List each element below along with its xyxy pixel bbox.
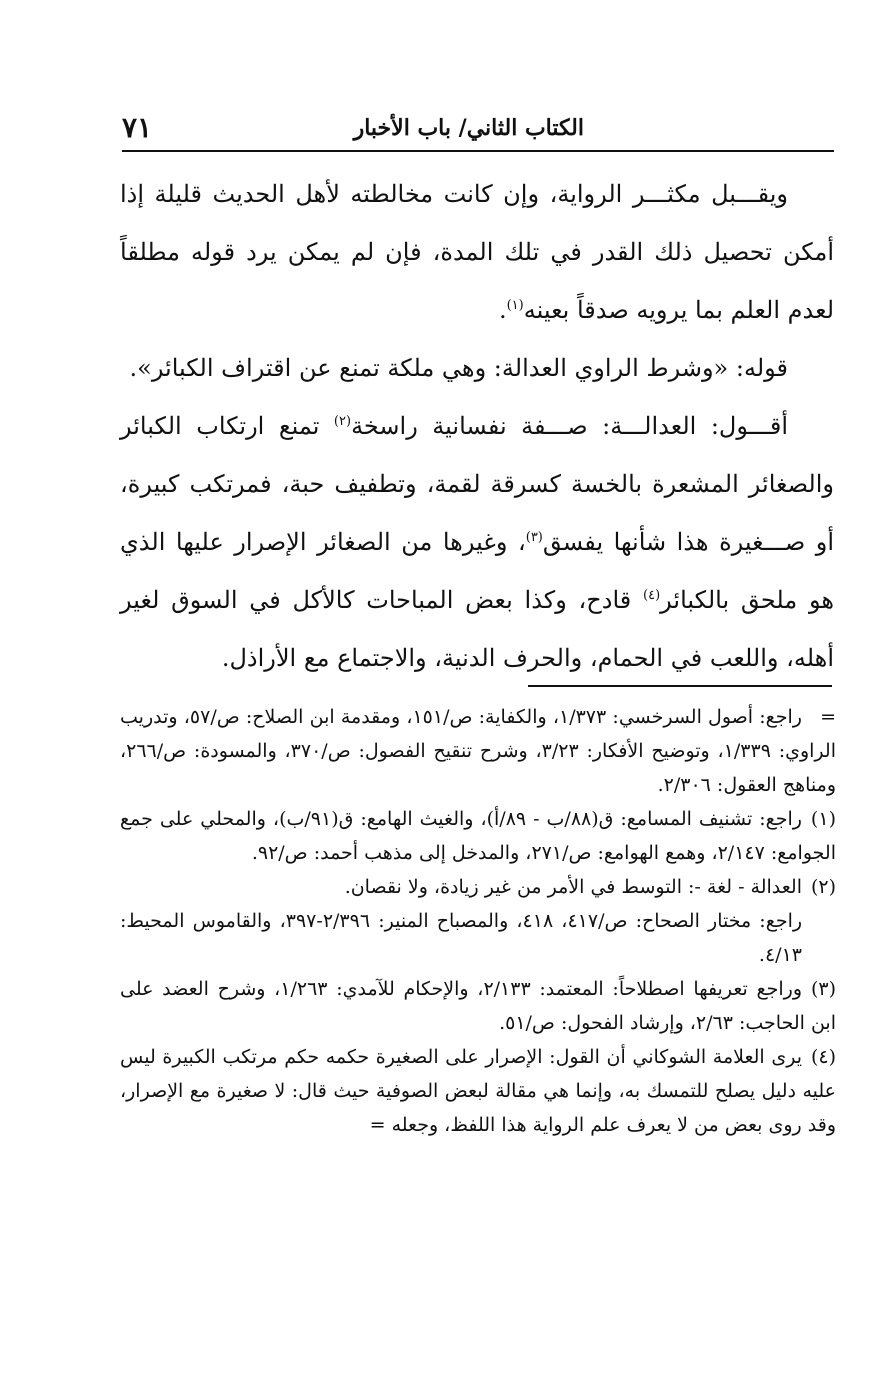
footnote-marker: (٤) (810, 1046, 836, 1068)
footnote-marker: = (820, 706, 836, 728)
paragraph-3-part-4: قادح، وكذا بعض المباحات كالأكل في السوق لغير أهله، واللعب في الحمام، والحرف الدنية، والاجتماع مع الأراذل. (120, 586, 834, 672)
footnote-marker: (٣) (810, 978, 836, 1000)
footnote-separator (528, 685, 832, 687)
paragraph-3-part-2: تمنع ارتكاب الكبائر والصغائر المشعرة بالخسة كسرقة لقمة، وتطفيف حبة، فمرتكب كبيرة، أو صـــغيرة هذا شأنها يفسق (120, 412, 835, 556)
footnote-2 (120, 870, 836, 904)
footnote-4 (120, 1040, 836, 1142)
footnote-text: وراجع تعريفها اصطلاحاً: المعتمد: ٢/١٣٣، والإحكام للآمدي: ١/٢٦٣، وشرح العضد على ابن الحاجب: ٢/٦٣، وإرشاد الفحول: ص/٥١. (120, 978, 836, 1034)
footnote-text: راجع: أصول السرخسي: ١/٣٧٣، والكفاية: ص/١٥١، ومقدمة ابن الصلاح: ص/٥٧، وتدريب الراوي: ١/٣٣٩، وتوضيح الأفكار: ٣/٢٣، وشرح تنقيح الفصول: ص/٣٧٠، والمسودة: ص/٢٦٦، ومناهج العقول: ٢/٣٠٦. (120, 706, 836, 796)
footnote-ref-3: (٣) (525, 530, 543, 545)
paragraph-2: قوله: «وشرط الراوي العدالة: وهي ملكة تمنع عن اقتراف الكبائر». (129, 354, 788, 382)
footnote-2-references: راجع: مختار الصحاح: ص/٤١٧، ٤١٨، والمصباح المنير: ٢/٣٩٦-٣٩٧، والقاموس المحيط: ٤/١٣. (120, 910, 803, 966)
footnote-ref-1: (١) (506, 298, 524, 313)
footnote-ref-4: (٤) (643, 588, 661, 603)
footnote-continuation (120, 700, 836, 802)
paragraph-3-part-1: أقـــول: العدالـــة: صـــفة نفسانية راسخة (351, 412, 788, 440)
paragraph-1-end: . (498, 296, 507, 324)
page-number: ٧١ (122, 111, 153, 144)
footnote-marker: (٢) (810, 876, 836, 898)
footnote-text: العدالة - لغة -: التوسط في الأمر من غير زيادة، ولا نقصان. (344, 876, 802, 898)
footnote-ref-2: (٢) (333, 414, 352, 429)
main-text (120, 165, 834, 687)
footnote-3 (120, 972, 836, 1040)
paragraph-1 (120, 165, 834, 339)
footnotes (120, 700, 836, 1142)
page-header (122, 106, 834, 152)
paragraph-1-text: ويقـــبل مكثـــر الرواية، وإن كانت مخالطته لأهل الحديث قليلة إذا أمكن تحصيل ذلك القدر في تلك المدة، فإن لم يمكن يرد قوله مطلقاً لعدم العلم بما يرويه صدقاً بعينه (120, 180, 834, 324)
running-title: الكتاب الثاني/ باب الأخبار (353, 115, 584, 141)
continuation-mark: = (369, 1114, 386, 1136)
footnote-marker: (١) (810, 808, 836, 830)
paragraph-3 (120, 397, 834, 687)
paragraph-3-part-3: ، وغيرها من الصغائر الإصرار عليها الذي هو ملحق بالكبائر (120, 528, 835, 614)
footnote-1 (120, 802, 836, 870)
footnote-text: راجع: تشنيف المسامع: ق(٨٨/ب - ٨٩/أ)، والغيث الهامع: ق(٩١/ب)، والمحلي على جمع الجوامع: ٢/١٤٧، وهمع الهوامع: ص/٢٧١، والمدخل إلى مذهب أحمد: ص/٩٢. (120, 808, 836, 864)
footnote-text: يرى العلامة الشوكاني أن القول: الإصرار على الصغيرة حكمه حكم مرتكب الكبيرة ليس عليه دليل يصلح للتمسك به، وإنما هي مقالة لبعض الصوفية حيث قال: لا صغيرة مع الإصرار، وقد روى بعض من لا يعرف علم الرواية هذا اللفظ، وجعله (120, 1046, 836, 1136)
